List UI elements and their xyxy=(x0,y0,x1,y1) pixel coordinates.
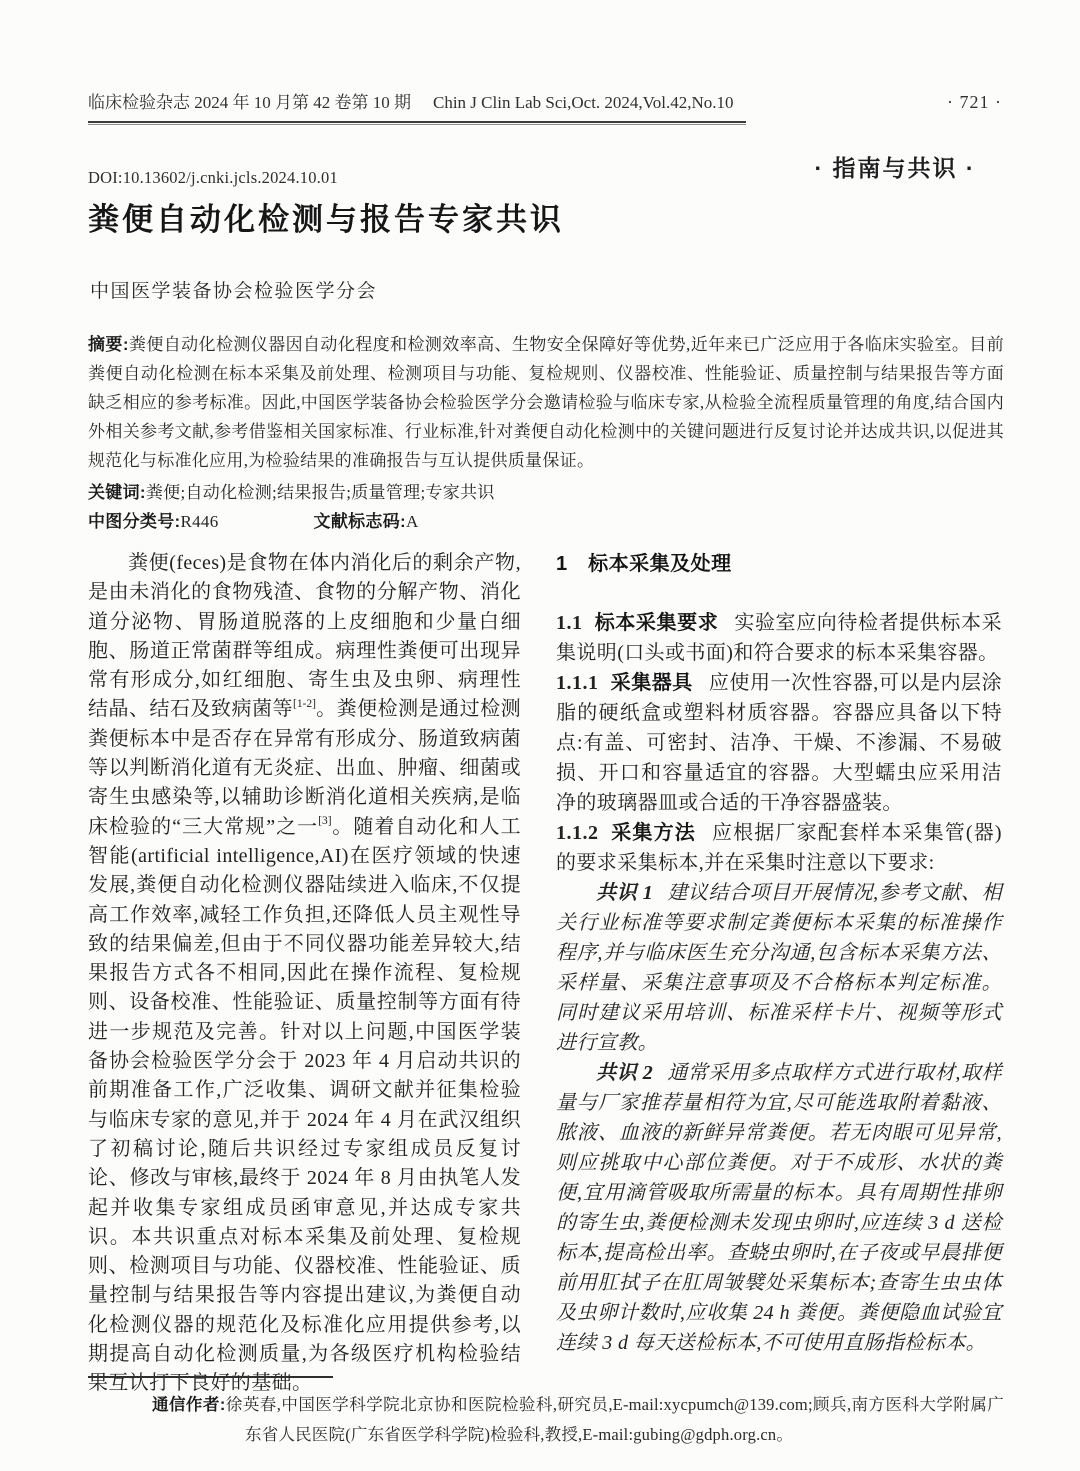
section-1-1-1-paragraph xyxy=(556,668,1002,818)
consensus-2-text: 通常采用多点取样方式进行取材,取样量与厂家推荐量相符为宜,尽可能选取附着黏液、脓液、血液的新鲜异常粪便。若无肉眼可见异常,则应挑取中心部位粪便。对于不成形、水状的粪便,宜用滴管吸取所需量的标本。具有周期性排卵的寄生虫,粪便检测未发现虫卵时,应连续 3 d 送检标本,提高检出率。查蛲虫卵时,在子夜或早晨排便前用肛拭子在肛周皱襞处采集标本;查寄生虫虫体及虫卵计数时,应收集 24 h 粪便。粪便隐血试验宜连续 3 d 每天送检标本,不可使用直肠指检标本。 xyxy=(556,1062,1002,1354)
section-1-1-2-number: 1.1.2 xyxy=(556,822,599,844)
corresponding-author-note xyxy=(88,1390,1004,1449)
abstract-label: 摘要: xyxy=(88,335,129,354)
right-column xyxy=(556,549,1002,1358)
doi-line: DOI:10.13602/j.cnki.jcls.2024.10.01 xyxy=(88,168,338,187)
left-column xyxy=(88,549,521,1399)
page-number: · 721 · xyxy=(947,92,1002,112)
keywords-line xyxy=(88,478,1004,507)
corresponding-author-text: 徐英春,中国医学科学院北京协和医院检验科,研究员,E-mail:xycpumch@139.com;顾兵,南方医科大学附属广东省人民医院(广东省医学科学院)检验科,教授,E-mail:gubing@gdph.org.cn。 xyxy=(225,1395,1004,1444)
consensus-1-text: 建议结合项目开展情况,参考文献、相关行业标准等要求制定粪便标本采集的标准操作程序,并与临床医生充分沟通,包含标本采集方法、采样量、采集注意事项及不合格标本判定标准。同时建议采用培训、标准采样卡片、视频等形式进行宣教。 xyxy=(556,882,1002,1054)
abstract-paragraph xyxy=(88,330,1004,475)
section-1-1-title: 标本采集要求 xyxy=(594,612,719,634)
doc-code-value: A xyxy=(405,512,419,531)
header-rule xyxy=(88,121,746,125)
abstract-text: 粪便自动化检测仪器因自动化程度和检测效率高、生物安全保障好等优势,近年来已广泛应用于各临床实验室。目前粪便自动化检测在标本采集及前处理、检测项目与功能、复检规则、仪器校准、性能验证、质量控制与结果报告等方面缺乏相应的参考标准。因此,中国医学装备协会检验医学分会邀请检验与临床专家,从检验全流程质量管理的角度,结合国内外相关参考文献,参考借鉴相关国家标准、行业标准,针对粪便自动化检测中的关键问题进行反复讨论并达成共识,以促进其规范化与标准化应用,为检验结果的准确报告与互认提供质量保证。 xyxy=(88,335,1004,470)
intro-text-1: 粪便(feces)是食物在体内消化后的剩余产物,是由未消化的食物残渣、食物的分解产物、消化道分泌物、胃肠道脱落的上皮细胞和少量白细胞、肠道正常菌群等组成。病理性粪便可出现异常有形成分,如红细胞、寄生虫及虫卵、病理性结晶、结石及致病菌等 xyxy=(88,552,521,721)
section-1-1-1-title: 采集器具 xyxy=(610,672,693,694)
author-affiliation: 中国医学装备协会检验医学分会 xyxy=(90,281,378,302)
section-1-1-paragraph xyxy=(556,608,1002,668)
article-title: 粪便自动化检测与报告专家共识 xyxy=(88,202,564,237)
reference-citation-1-2: [1-2] xyxy=(293,697,316,710)
section-1-1-2-text: 应根据厂家配套样本采集管(器)的要求采集标本,并在采集时注意以下要求: xyxy=(556,822,1002,874)
footnote-rule xyxy=(88,1376,333,1378)
section-1-1-text: 实验室应向待检者提供标本采集说明(口头或书面)和符合要求的标本采集容器。 xyxy=(556,612,1003,664)
section-1-1-number: 1.1 xyxy=(556,612,583,634)
journal-citation-cn: 临床检验杂志 2024 年 10 月第 42 卷第 10 期 xyxy=(88,93,411,112)
doc-code-label: 文献标志码: xyxy=(313,512,406,531)
intro-text-2: 。粪便检测是通过检测粪便标本中是否存在异常有形成分、肠道致病菌等以判断消化道有无炎症、出血、肿瘤、细菌或寄生虫感染等,以辅助诊断消化道相关疾病,是临床检验的“三大常规”之一 xyxy=(88,698,521,838)
clc-label: 中图分类号: xyxy=(88,512,181,531)
reference-citation-3: [3] xyxy=(318,815,332,828)
corresponding-author-label: 通信作者: xyxy=(152,1396,226,1414)
section-1-1-2-paragraph xyxy=(556,818,1002,878)
consensus-2-label: 共识 2 xyxy=(596,1062,654,1084)
running-header xyxy=(88,88,1002,113)
consensus-1-paragraph xyxy=(556,878,1002,1058)
section-1-1-1-number: 1.1.1 xyxy=(556,672,599,694)
journal-citation xyxy=(88,88,734,113)
section-1-heading: 1 标本采集及处理 xyxy=(556,553,732,575)
keywords-text: 粪便;自动化检测;结果报告;质量管理;专家共识 xyxy=(145,483,495,502)
keywords-label: 关键词: xyxy=(88,483,146,502)
clc-value: R446 xyxy=(180,512,219,531)
consensus-2-paragraph xyxy=(556,1058,1002,1358)
consensus-1-label: 共识 1 xyxy=(596,882,654,904)
intro-paragraph xyxy=(88,549,521,1399)
abstract-block xyxy=(88,330,1004,536)
section-1-1-2-title: 采集方法 xyxy=(610,822,696,844)
intro-text-3: 。随着自动化和人工智能(artificial intelligence,AI)在医疗领域的快速发展,粪便自动化检测仪器陆续进入临床,不仅提高工作效率,减轻工作负担,还降低人员主观性导致的结果偏差,但由于不同仪器功能差异较大,结果报告方式各不相同,因此在操作流程、复检规则、设备校准、性能验证、质量控制等方面有待进一步规范及完善。针对以上问题,中国医学装备协会检验医学分会于 2023 年 4 月启动共识的前期准备工作,广泛收集、调研文献并征集检验与临床专家的意见,并于 2024 年 4 月在武汉组织了初稿讨论,随后共识经过专家组成员反复讨论、修改与审核,最终于 2024 年 8 月由执笔人发起并收集专家组成员函审意见,并达成专家共识。本共识重点对标本采集及前处理、复检规则、检测项目与功能、仪器校准、性能验证、质量控制与结果报告等内容提出建议,为粪便自动化检测仪器的规范化及标准化应用提供参考,以期提高自动化检测质量,为各级医疗机构检验结果互认打下良好的基础。 xyxy=(88,815,521,1395)
clc-line xyxy=(88,507,1004,536)
section-1-1-1-text: 应使用一次性容器,可以是内层涂脂的硬纸盒或塑料材质容器。容器应具备以下特点:有盖、可密封、洁净、干燥、不渗漏、不易破损、开口和容量适宜的容器。大型蠕虫应采用洁净的玻璃器皿或合适的干净容器盛装。 xyxy=(556,672,1003,814)
column-badge: · 指南与共识 · xyxy=(814,155,976,181)
journal-citation-en: Chin J Clin Lab Sci,Oct. 2024,Vol.42,No.10 xyxy=(433,93,734,112)
